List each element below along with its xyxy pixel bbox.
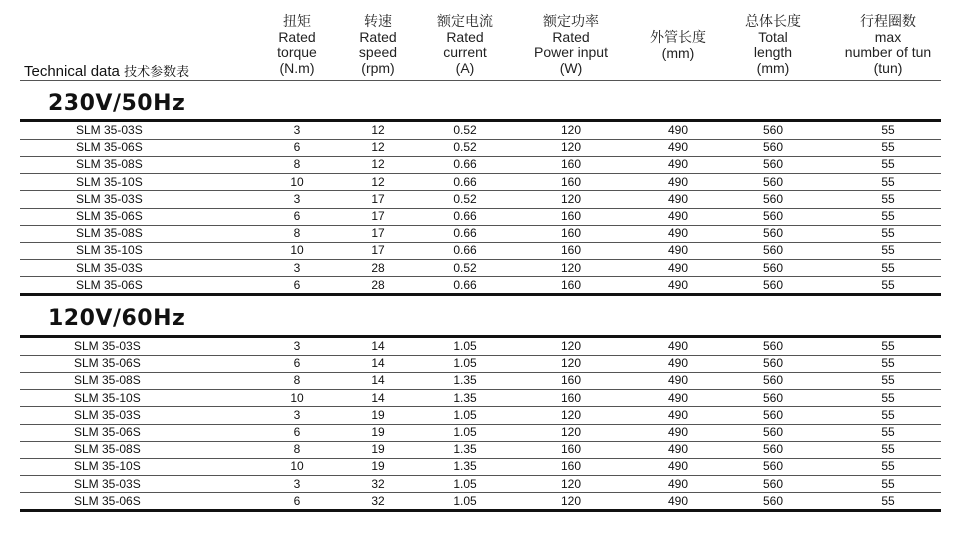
cell-power: 120 [560,476,582,491]
cell-model: SLM 35-06S [74,425,141,439]
cell-total: 560 [762,476,784,491]
cell-torque: 3 [293,260,301,275]
cell-turns: 55 [881,277,895,292]
cell-current: 1.05 [453,425,477,439]
cell-turns: 55 [881,442,895,457]
cell-model: SLM 35-10S [76,174,143,189]
cell-current: 1.35 [453,373,477,388]
cell-total: 560 [762,339,784,353]
table-title-cn: 技术参数表 [124,64,190,79]
cell-current: 1.05 [453,339,477,353]
table-row [0,225,960,242]
table-row [0,424,960,441]
col-header-en1: Rated [552,28,590,45]
table-row [0,174,960,191]
col-header-cn: 额定电流 [437,13,493,29]
cell-torque: 8 [293,226,301,241]
cell-torque: 3 [293,191,301,206]
cell-model: SLM 35-03S [76,260,143,275]
cell-speed: 17 [371,226,385,241]
cell-turns: 55 [881,243,895,258]
cell-model: SLM 35-03S [74,339,141,353]
col-header-unit: (A) [455,59,475,76]
section-title: 230V/50Hz [48,91,186,116]
cell-model: SLM 35-08S [74,442,141,457]
col-header-cn: 转速 [364,13,392,29]
cell-model: SLM 35-03S [74,407,141,422]
cell-turns: 55 [881,260,895,275]
cell-torque: 6 [293,277,301,292]
cell-model: SLM 35-08S [74,373,141,388]
cell-power: 160 [560,243,582,258]
cell-current: 1.05 [453,476,477,491]
table-row [0,242,960,259]
cell-current: 1.35 [453,459,477,474]
cell-power: 120 [560,123,582,137]
cell-tube: 490 [667,459,689,474]
col-header-unit: (tun) [873,59,903,76]
col-header-cn: 外管长度 [650,29,706,45]
table-row [0,139,960,156]
cell-tube: 490 [667,493,689,508]
cell-speed: 19 [371,459,385,474]
col-header-unit: (N.m) [279,59,315,76]
cell-torque: 10 [290,174,304,189]
cell-turns: 55 [881,174,895,189]
cell-torque: 6 [293,356,301,371]
cell-tube: 490 [667,407,689,422]
cell-torque: 8 [293,373,301,388]
cell-total: 560 [762,191,784,206]
cell-model: SLM 35-08S [76,157,143,172]
cell-power: 120 [560,260,582,275]
cell-torque: 6 [293,140,301,155]
col-header-en2: Power input [534,44,608,60]
cell-tube: 490 [667,191,689,206]
cell-torque: 3 [293,476,301,491]
cell-speed: 19 [371,425,385,439]
cell-tube: 490 [667,277,689,292]
cell-total: 560 [762,373,784,388]
cell-turns: 55 [881,407,895,422]
cell-speed: 14 [371,339,385,353]
cell-total: 560 [762,442,784,457]
col-header-en1: Rated [446,28,484,45]
cell-tube: 490 [667,243,689,258]
cell-turns: 55 [881,226,895,241]
cell-total: 560 [762,425,784,439]
cell-tube: 490 [667,140,689,155]
cell-total: 560 [762,140,784,155]
col-header-tube-length [650,30,706,61]
table-row [0,156,960,173]
cell-model: SLM 35-06S [74,493,141,508]
cell-model: SLM 35-06S [76,209,143,223]
cell-total: 560 [762,260,784,275]
col-header-power [534,14,608,76]
cell-current: 1.05 [453,356,477,371]
col-header-unit: (mm) [756,59,790,76]
cell-power: 160 [560,174,582,189]
cell-tube: 490 [667,373,689,388]
cell-power: 160 [560,442,582,457]
table-title [24,61,189,80]
cell-torque: 6 [293,209,301,223]
cell-tube: 490 [667,226,689,241]
cell-torque: 6 [293,493,301,508]
cell-turns: 55 [881,123,895,137]
cell-turns: 55 [881,339,895,353]
col-header-en1: Total [758,28,788,45]
cell-tube: 490 [667,260,689,275]
cell-turns: 55 [881,493,895,508]
cell-torque: 3 [293,123,301,137]
cell-current: 0.66 [453,277,477,292]
col-header-turns [845,14,931,76]
cell-turns: 55 [881,157,895,172]
cell-model: SLM 35-03S [76,123,143,137]
cell-total: 560 [762,123,784,137]
cell-speed: 19 [371,407,385,422]
cell-current: 0.66 [453,157,477,172]
cell-power: 120 [560,140,582,155]
cell-power: 160 [560,209,582,223]
table-header [0,14,960,80]
col-header-cn: 扭矩 [282,13,311,29]
col-header-unit: (W) [559,59,583,76]
cell-model: SLM 35-03S [76,191,143,206]
cell-power: 160 [560,459,582,474]
cell-model: SLM 35-06S [76,277,143,292]
cell-total: 560 [762,390,784,405]
cell-total: 560 [762,493,784,508]
section-title: 120V/60Hz [48,306,186,331]
col-header-en2: torque [277,44,317,60]
cell-model: SLM 35-10S [74,390,141,405]
cell-torque: 8 [293,442,301,457]
col-header-speed [359,14,397,76]
cell-model: SLM 35-06S [76,140,143,155]
cell-power: 120 [560,425,582,439]
cell-speed: 28 [371,260,385,275]
table-row [0,191,960,208]
cell-torque: 3 [293,339,301,353]
col-header-cn: 总体长度 [745,13,801,29]
col-header-unit: (rpm) [361,59,395,76]
col-header-torque [277,14,317,76]
table-row [0,407,960,424]
cell-power: 120 [560,191,582,206]
cell-current: 0.52 [453,123,477,137]
cell-tube: 490 [667,390,689,405]
table-row [0,338,960,355]
cell-current: 0.52 [453,260,477,275]
cell-turns: 55 [881,140,895,155]
section-bottom-rule [20,509,941,512]
cell-total: 560 [762,277,784,292]
cell-current: 0.66 [453,209,477,223]
cell-torque: 6 [293,425,301,439]
cell-tube: 490 [667,157,689,172]
cell-speed: 28 [371,277,385,292]
cell-speed: 12 [371,123,385,137]
cell-current: 1.35 [453,390,477,405]
table-title-en: Technical data [24,63,120,80]
cell-torque: 8 [293,157,301,172]
cell-speed: 17 [371,243,385,258]
table-row [0,277,960,294]
col-header-unit: (mm) [661,44,695,61]
cell-power: 160 [560,157,582,172]
cell-total: 560 [762,407,784,422]
cell-model: SLM 35-03S [74,476,141,491]
col-header-en1: Rated [359,28,397,45]
cell-tube: 490 [667,442,689,457]
cell-power: 160 [560,373,582,388]
cell-current: 1.05 [453,493,477,508]
cell-turns: 55 [881,356,895,371]
col-header-en2: speed [358,44,398,60]
cell-speed: 14 [371,373,385,388]
cell-speed: 12 [371,157,385,172]
col-header-cn: 行程圈数 [859,13,916,29]
cell-speed: 32 [371,476,385,491]
cell-current: 0.66 [453,226,477,241]
cell-current: 1.35 [453,442,477,457]
cell-tube: 490 [667,339,689,353]
col-header-cn: 额定功率 [543,13,599,29]
col-header-en1: Rated [278,28,316,45]
cell-model: SLM 35-06S [74,356,141,371]
header-divider [20,80,941,81]
cell-turns: 55 [881,459,895,474]
cell-speed: 17 [371,209,385,223]
cell-power: 120 [560,339,582,353]
cell-power: 120 [560,407,582,422]
col-header-en2: number of tun [844,44,932,60]
table-row [0,493,960,510]
col-header-current [437,14,493,76]
col-header-en2: current [443,44,487,60]
cell-torque: 10 [290,459,304,474]
cell-speed: 14 [371,390,385,405]
cell-power: 160 [560,226,582,241]
cell-current: 0.52 [453,191,477,206]
cell-tube: 490 [667,356,689,371]
cell-speed: 17 [371,191,385,206]
table-row [0,476,960,493]
cell-total: 560 [762,226,784,241]
cell-total: 560 [762,243,784,258]
cell-speed: 14 [371,356,385,371]
cell-current: 1.05 [453,407,477,422]
cell-power: 160 [560,277,582,292]
cell-turns: 55 [881,476,895,491]
table-row [0,208,960,225]
table-row [0,458,960,475]
table-row [0,390,960,407]
col-header-en1: max [874,28,902,45]
cell-current: 0.66 [453,243,477,258]
cell-total: 560 [762,157,784,172]
cell-tube: 490 [667,174,689,189]
cell-turns: 55 [881,390,895,405]
cell-turns: 55 [881,191,895,206]
table-row [0,355,960,372]
cell-model: SLM 35-10S [74,459,141,474]
cell-current: 0.66 [453,174,477,189]
cell-speed: 19 [371,442,385,457]
cell-speed: 12 [371,140,385,155]
table-row [0,260,960,277]
cell-turns: 55 [881,373,895,388]
cell-torque: 10 [290,390,304,405]
cell-current: 0.52 [453,140,477,155]
cell-tube: 490 [667,476,689,491]
cell-speed: 32 [371,493,385,508]
cell-tube: 490 [667,123,689,137]
cell-model: SLM 35-08S [76,226,143,241]
cell-turns: 55 [881,209,895,223]
cell-power: 160 [560,390,582,405]
cell-total: 560 [762,356,784,371]
cell-power: 120 [560,493,582,508]
table-row [0,122,960,139]
cell-torque: 3 [293,407,301,422]
col-header-total-length [745,14,801,76]
cell-model: SLM 35-10S [76,243,143,258]
cell-tube: 490 [667,425,689,439]
cell-torque: 10 [290,243,304,258]
cell-speed: 12 [371,174,385,189]
cell-total: 560 [762,209,784,223]
section-bottom-rule [20,293,941,296]
table-row [0,441,960,458]
cell-total: 560 [762,174,784,189]
table-row [0,372,960,389]
cell-tube: 490 [667,209,689,223]
cell-power: 120 [560,356,582,371]
col-header-en2: length [753,44,793,60]
cell-total: 560 [762,459,784,474]
cell-turns: 55 [881,425,895,439]
